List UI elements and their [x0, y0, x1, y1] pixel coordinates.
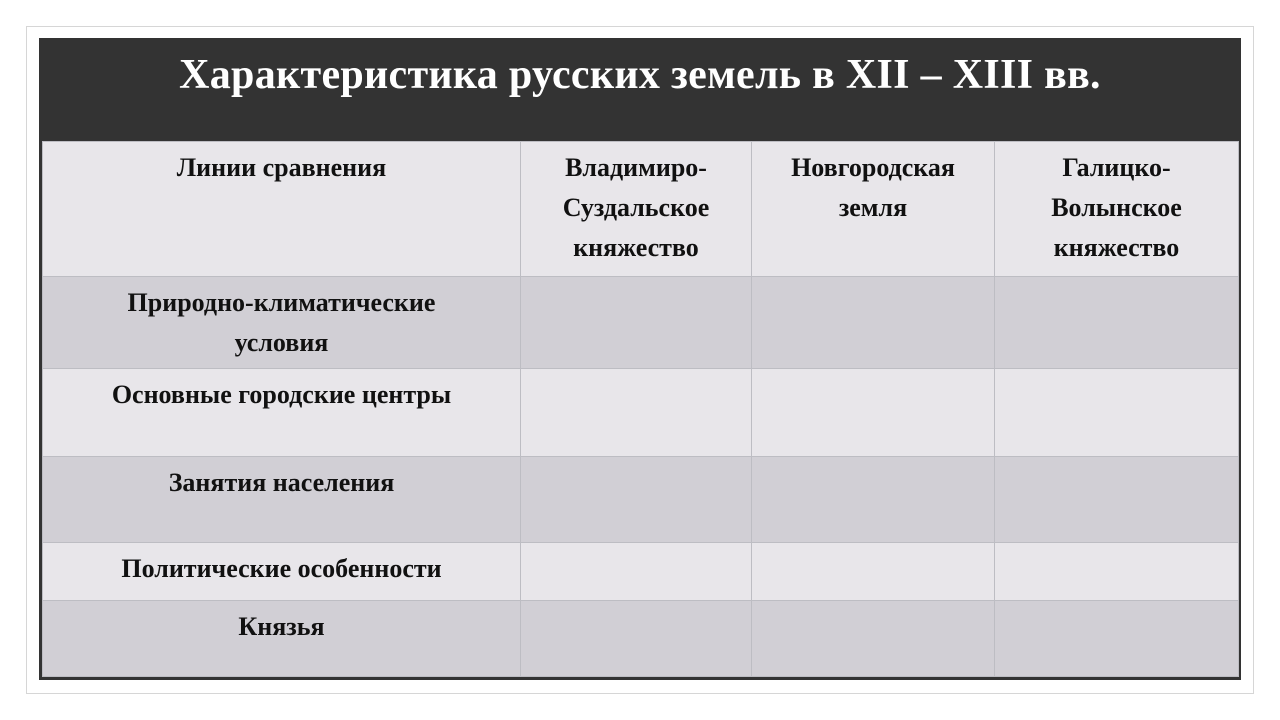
- table-cell: [521, 369, 752, 457]
- row-label-line: Основные городские центры: [111, 380, 452, 409]
- table-cell: [995, 369, 1239, 457]
- table-cell: [521, 457, 752, 543]
- header-cell-vladimir-suzdal: [521, 142, 752, 277]
- table-cell: [752, 457, 995, 543]
- table-row: [43, 457, 1239, 543]
- table-cell: [995, 543, 1239, 601]
- table-cell: [521, 601, 752, 677]
- comparison-table: [42, 141, 1239, 677]
- table-cell: [752, 543, 995, 601]
- table-cell: [752, 277, 995, 369]
- row-label-natural-conditions: [43, 277, 521, 369]
- table-row: [43, 601, 1239, 677]
- row-label-princes: [43, 601, 521, 677]
- header-cell-comparison-lines: [43, 142, 521, 277]
- row-label-political-features: [43, 543, 521, 601]
- header-line: княжество: [573, 233, 699, 262]
- slide-title: Характеристика русских земель в XII – XIII вв.: [179, 52, 1101, 98]
- table-cell: [521, 543, 752, 601]
- title-bar: [39, 38, 1241, 140]
- header-line: Владимиро-: [565, 153, 707, 182]
- table-cell: [995, 601, 1239, 677]
- header-cell-novgorod: [752, 142, 995, 277]
- table-row: [43, 369, 1239, 457]
- header-line: княжество: [1053, 233, 1180, 262]
- table-row: [43, 277, 1239, 369]
- row-label-city-centers: [43, 369, 521, 457]
- row-label-line: Природно-климатические: [127, 288, 436, 317]
- header-cell-galicia-volhynia: [995, 142, 1239, 277]
- table-row: [43, 543, 1239, 601]
- table-cell: [752, 369, 995, 457]
- row-label-line: Политические особенности: [121, 554, 442, 583]
- slide: [39, 38, 1241, 680]
- table-cell: [752, 601, 995, 677]
- header-line: Новгородская: [791, 153, 955, 182]
- header-line: Суздальское: [562, 193, 710, 222]
- row-label-line: Занятия населения: [168, 468, 395, 497]
- header-line: Волынское: [1051, 193, 1182, 222]
- table-cell: [995, 457, 1239, 543]
- table-cell: [995, 277, 1239, 369]
- header-line: земля: [838, 193, 908, 222]
- table-header-row: [43, 142, 1239, 277]
- header-line: Линии сравнения: [176, 153, 387, 182]
- row-label-line: условия: [234, 328, 329, 357]
- row-label-line: Князья: [238, 612, 325, 641]
- table-cell: [521, 277, 752, 369]
- header-line: Галицко-: [1062, 153, 1171, 182]
- row-label-occupations: [43, 457, 521, 543]
